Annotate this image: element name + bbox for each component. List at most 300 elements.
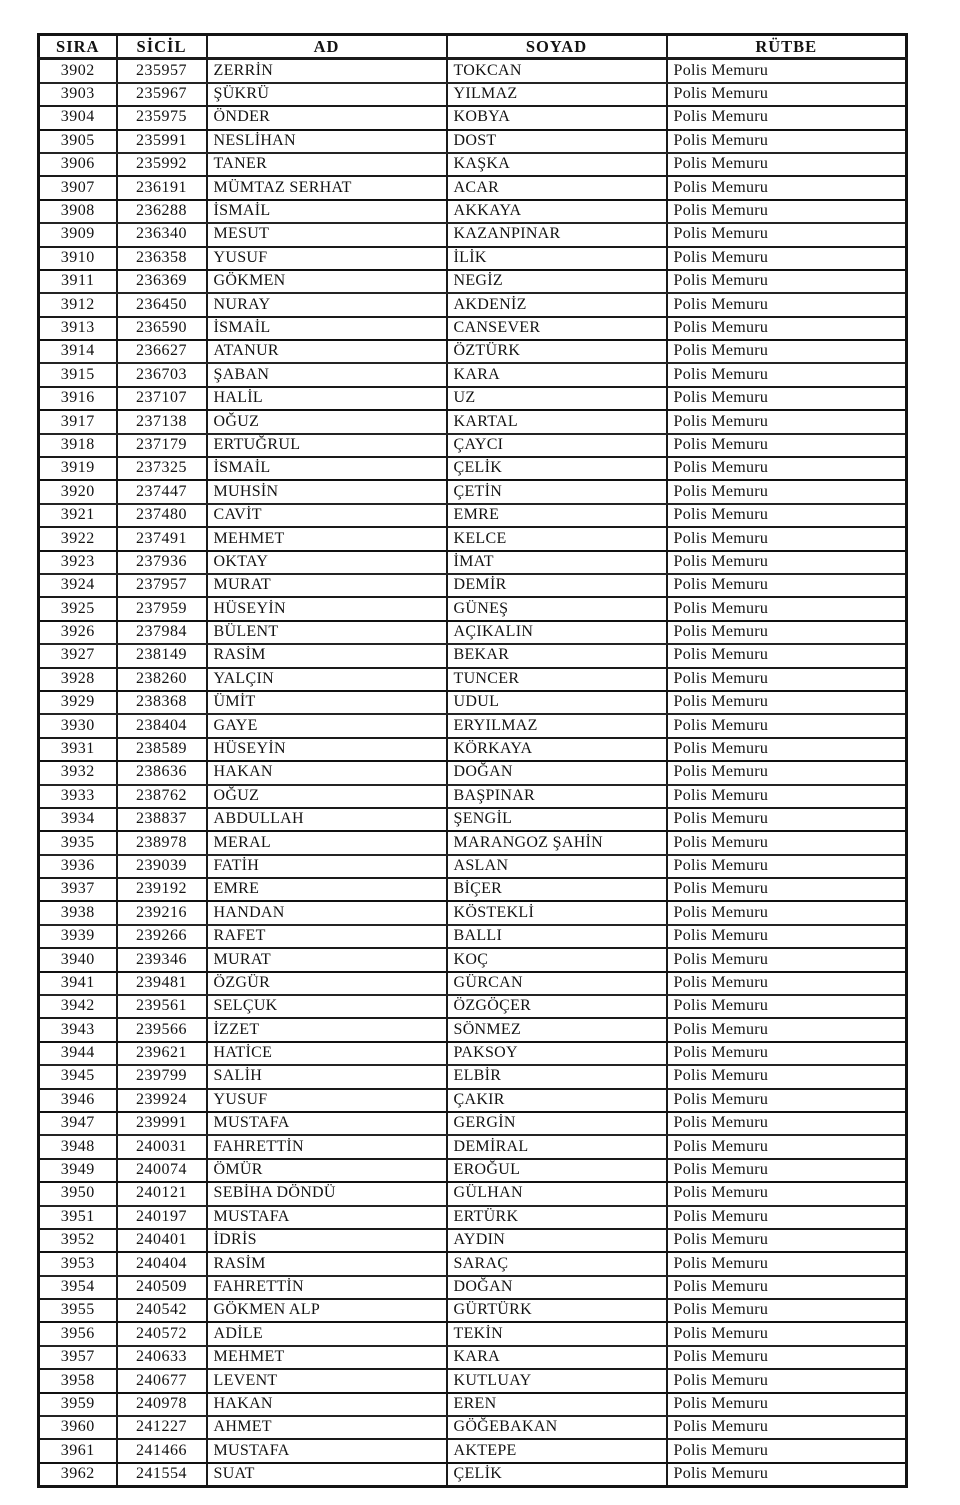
cell-sira: 3944 xyxy=(39,1042,117,1065)
cell-ad: OĞUZ xyxy=(207,785,447,808)
cell-sira: 3928 xyxy=(39,668,117,691)
cell-soyad: CANSEVER xyxy=(447,317,667,340)
cell-rutbe: Polis Memuru xyxy=(667,738,907,761)
cell-rutbe: Polis Memuru xyxy=(667,106,907,129)
table-row xyxy=(39,130,907,153)
cell-rutbe: Polis Memuru xyxy=(667,1322,907,1345)
cell-rutbe: Polis Memuru xyxy=(667,130,907,153)
cell-sicil: 236450 xyxy=(117,293,207,316)
cell-rutbe: Polis Memuru xyxy=(667,925,907,948)
cell-ad: HATİCE xyxy=(207,1042,447,1065)
cell-soyad: ÇELİK xyxy=(447,457,667,480)
cell-ad: GÖKMEN xyxy=(207,270,447,293)
cell-rutbe: Polis Memuru xyxy=(667,948,907,971)
table-row xyxy=(39,293,907,316)
cell-sira: 3923 xyxy=(39,551,117,574)
cell-sicil: 235967 xyxy=(117,83,207,106)
cell-ad: MUHSİN xyxy=(207,480,447,503)
cell-sicil: 237107 xyxy=(117,387,207,410)
cell-sira: 3957 xyxy=(39,1346,117,1369)
table-row xyxy=(39,1322,907,1345)
cell-soyad: ELBİR xyxy=(447,1065,667,1088)
cell-ad: TANER xyxy=(207,153,447,176)
cell-sicil: 236340 xyxy=(117,223,207,246)
cell-sicil: 238837 xyxy=(117,808,207,831)
cell-sira: 3917 xyxy=(39,410,117,433)
cell-sira: 3937 xyxy=(39,878,117,901)
cell-rutbe: Polis Memuru xyxy=(667,1206,907,1229)
cell-soyad: GÜLHAN xyxy=(447,1182,667,1205)
cell-rutbe: Polis Memuru xyxy=(667,644,907,667)
cell-ad: İSMAİL xyxy=(207,317,447,340)
cell-ad: ÖMÜR xyxy=(207,1159,447,1182)
cell-rutbe: Polis Memuru xyxy=(667,1346,907,1369)
cell-rutbe: Polis Memuru xyxy=(667,1393,907,1416)
cell-sicil: 237138 xyxy=(117,410,207,433)
cell-soyad: ERTÜRK xyxy=(447,1206,667,1229)
cell-sira: 3943 xyxy=(39,1018,117,1041)
cell-soyad: DOĞAN xyxy=(447,761,667,784)
cell-soyad: KÖRKAYA xyxy=(447,738,667,761)
cell-soyad: DEMİR xyxy=(447,574,667,597)
cell-sicil: 239924 xyxy=(117,1089,207,1112)
cell-sira: 3931 xyxy=(39,738,117,761)
cell-sicil: 237491 xyxy=(117,527,207,550)
cell-soyad: GÜRCAN xyxy=(447,972,667,995)
cell-ad: MURAT xyxy=(207,948,447,971)
cell-rutbe: Polis Memuru xyxy=(667,878,907,901)
table-row xyxy=(39,574,907,597)
cell-ad: HALİL xyxy=(207,387,447,410)
cell-sicil: 237957 xyxy=(117,574,207,597)
cell-ad: LEVENT xyxy=(207,1369,447,1392)
table-row xyxy=(39,1439,907,1462)
cell-rutbe: Polis Memuru xyxy=(667,1018,907,1041)
cell-sicil: 236358 xyxy=(117,247,207,270)
table-row xyxy=(39,1182,907,1205)
cell-soyad: GERGİN xyxy=(447,1112,667,1135)
cell-soyad: DEMİRAL xyxy=(447,1135,667,1158)
table-row xyxy=(39,457,907,480)
cell-rutbe: Polis Memuru xyxy=(667,340,907,363)
cell-ad: AHMET xyxy=(207,1416,447,1439)
cell-sira: 3913 xyxy=(39,317,117,340)
cell-sicil: 238762 xyxy=(117,785,207,808)
cell-soyad: TEKİN xyxy=(447,1322,667,1345)
cell-soyad: AYDIN xyxy=(447,1229,667,1252)
cell-ad: ŞABAN xyxy=(207,363,447,386)
cell-sicil: 241466 xyxy=(117,1439,207,1462)
cell-sira: 3938 xyxy=(39,901,117,924)
cell-rutbe: Polis Memuru xyxy=(667,410,907,433)
cell-sira: 3940 xyxy=(39,948,117,971)
cell-sira: 3930 xyxy=(39,714,117,737)
cell-sicil: 240031 xyxy=(117,1135,207,1158)
cell-rutbe: Polis Memuru xyxy=(667,972,907,995)
cell-rutbe: Polis Memuru xyxy=(667,551,907,574)
cell-sicil: 241227 xyxy=(117,1416,207,1439)
cell-sicil: 240633 xyxy=(117,1346,207,1369)
cell-soyad: KARA xyxy=(447,363,667,386)
cell-sira: 3924 xyxy=(39,574,117,597)
table-row xyxy=(39,434,907,457)
table-row xyxy=(39,644,907,667)
cell-soyad: DOĞAN xyxy=(447,1276,667,1299)
cell-soyad: MARANGOZ ŞAHİN xyxy=(447,831,667,854)
cell-ad: RAFET xyxy=(207,925,447,948)
cell-rutbe: Polis Memuru xyxy=(667,597,907,620)
cell-sicil: 238368 xyxy=(117,691,207,714)
cell-rutbe: Polis Memuru xyxy=(667,83,907,106)
cell-rutbe: Polis Memuru xyxy=(667,621,907,644)
cell-soyad: ÇETİN xyxy=(447,480,667,503)
cell-ad: ÜMİT xyxy=(207,691,447,714)
cell-sicil: 236288 xyxy=(117,200,207,223)
cell-sicil: 240509 xyxy=(117,1276,207,1299)
table-row xyxy=(39,176,907,199)
cell-sira: 3908 xyxy=(39,200,117,223)
cell-sira: 3927 xyxy=(39,644,117,667)
cell-sicil: 238260 xyxy=(117,668,207,691)
cell-soyad: ŞENGİL xyxy=(447,808,667,831)
cell-sira: 3933 xyxy=(39,785,117,808)
cell-ad: HANDAN xyxy=(207,901,447,924)
cell-soyad: KAZANPINAR xyxy=(447,223,667,246)
cell-soyad: AÇIKALIN xyxy=(447,621,667,644)
table-row xyxy=(39,106,907,129)
cell-sicil: 238149 xyxy=(117,644,207,667)
cell-sira: 3920 xyxy=(39,480,117,503)
table-row xyxy=(39,621,907,644)
table-row xyxy=(39,925,907,948)
cell-rutbe: Polis Memuru xyxy=(667,1089,907,1112)
cell-sira: 3956 xyxy=(39,1322,117,1345)
table-row xyxy=(39,901,907,924)
cell-sira: 3904 xyxy=(39,106,117,129)
cell-ad: NURAY xyxy=(207,293,447,316)
cell-sicil: 240074 xyxy=(117,1159,207,1182)
cell-soyad: NEGİZ xyxy=(447,270,667,293)
table-row xyxy=(39,785,907,808)
table-row xyxy=(39,317,907,340)
cell-sira: 3918 xyxy=(39,434,117,457)
cell-rutbe: Polis Memuru xyxy=(667,691,907,714)
cell-ad: CAVİT xyxy=(207,504,447,527)
cell-sira: 3953 xyxy=(39,1252,117,1275)
cell-sira: 3906 xyxy=(39,153,117,176)
cell-sicil: 235975 xyxy=(117,106,207,129)
cell-rutbe: Polis Memuru xyxy=(667,270,907,293)
cell-rutbe: Polis Memuru xyxy=(667,855,907,878)
table-row xyxy=(39,200,907,223)
cell-soyad: SÖNMEZ xyxy=(447,1018,667,1041)
cell-sicil: 239216 xyxy=(117,901,207,924)
cell-sicil: 240572 xyxy=(117,1322,207,1345)
cell-rutbe: Polis Memuru xyxy=(667,1112,907,1135)
cell-sicil: 238589 xyxy=(117,738,207,761)
cell-rutbe: Polis Memuru xyxy=(667,1416,907,1439)
cell-soyad: UZ xyxy=(447,387,667,410)
cell-soyad: İMAT xyxy=(447,551,667,574)
cell-soyad: KARTAL xyxy=(447,410,667,433)
cell-ad: MUSTAFA xyxy=(207,1439,447,1462)
cell-ad: ADİLE xyxy=(207,1322,447,1345)
cell-ad: FAHRETTİN xyxy=(207,1135,447,1158)
cell-soyad: GÜNEŞ xyxy=(447,597,667,620)
cell-sira: 3947 xyxy=(39,1112,117,1135)
table-row xyxy=(39,1299,907,1322)
cell-ad: ZERRİN xyxy=(207,59,447,83)
cell-ad: FAHRETTİN xyxy=(207,1276,447,1299)
cell-rutbe: Polis Memuru xyxy=(667,176,907,199)
cell-soyad: PAKSOY xyxy=(447,1042,667,1065)
cell-sicil: 235991 xyxy=(117,130,207,153)
cell-ad: HAKAN xyxy=(207,1393,447,1416)
cell-sira: 3921 xyxy=(39,504,117,527)
cell-rutbe: Polis Memuru xyxy=(667,1463,907,1487)
cell-ad: MEHMET xyxy=(207,1346,447,1369)
table-row xyxy=(39,1369,907,1392)
cell-sicil: 240677 xyxy=(117,1369,207,1392)
cell-ad: HAKAN xyxy=(207,761,447,784)
cell-sira: 3950 xyxy=(39,1182,117,1205)
cell-sira: 3958 xyxy=(39,1369,117,1392)
cell-ad: SALİH xyxy=(207,1065,447,1088)
table-row xyxy=(39,831,907,854)
cell-soyad: BİÇER xyxy=(447,878,667,901)
table-header xyxy=(39,35,907,59)
cell-sicil: 237325 xyxy=(117,457,207,480)
cell-sira: 3942 xyxy=(39,995,117,1018)
cell-ad: YUSUF xyxy=(207,247,447,270)
cell-rutbe: Polis Memuru xyxy=(667,1252,907,1275)
cell-soyad: KARA xyxy=(447,1346,667,1369)
cell-soyad: AKKAYA xyxy=(447,200,667,223)
cell-sicil: 237984 xyxy=(117,621,207,644)
cell-sira: 3939 xyxy=(39,925,117,948)
cell-ad: MERAL xyxy=(207,831,447,854)
cell-soyad: EMRE xyxy=(447,504,667,527)
cell-sicil: 239566 xyxy=(117,1018,207,1041)
cell-rutbe: Polis Memuru xyxy=(667,808,907,831)
cell-ad: BÜLENT xyxy=(207,621,447,644)
cell-rutbe: Polis Memuru xyxy=(667,434,907,457)
table-row xyxy=(39,1042,907,1065)
personnel-roster-table xyxy=(37,33,908,1488)
cell-soyad: TUNCER xyxy=(447,668,667,691)
cell-soyad: BEKAR xyxy=(447,644,667,667)
cell-ad: SUAT xyxy=(207,1463,447,1487)
cell-ad: MURAT xyxy=(207,574,447,597)
table-row xyxy=(39,878,907,901)
cell-rutbe: Polis Memuru xyxy=(667,1042,907,1065)
cell-rutbe: Polis Memuru xyxy=(667,457,907,480)
cell-sira: 3932 xyxy=(39,761,117,784)
cell-rutbe: Polis Memuru xyxy=(667,1159,907,1182)
table-row xyxy=(39,153,907,176)
cell-soyad: ÇELİK xyxy=(447,1463,667,1487)
cell-ad: ÖNDER xyxy=(207,106,447,129)
cell-sira: 3951 xyxy=(39,1206,117,1229)
cell-rutbe: Polis Memuru xyxy=(667,574,907,597)
cell-rutbe: Polis Memuru xyxy=(667,1369,907,1392)
cell-ad: İDRİS xyxy=(207,1229,447,1252)
cell-ad: RASİM xyxy=(207,644,447,667)
cell-soyad: BAŞPINAR xyxy=(447,785,667,808)
cell-soyad: KOÇ xyxy=(447,948,667,971)
table-row xyxy=(39,1416,907,1439)
cell-rutbe: Polis Memuru xyxy=(667,995,907,1018)
cell-rutbe: Polis Memuru xyxy=(667,668,907,691)
cell-sira: 3909 xyxy=(39,223,117,246)
cell-sicil: 236703 xyxy=(117,363,207,386)
cell-rutbe: Polis Memuru xyxy=(667,785,907,808)
table-row xyxy=(39,691,907,714)
cell-sicil: 239991 xyxy=(117,1112,207,1135)
cell-ad: YUSUF xyxy=(207,1089,447,1112)
cell-soyad: ACAR xyxy=(447,176,667,199)
cell-sira: 3919 xyxy=(39,457,117,480)
cell-sicil: 236590 xyxy=(117,317,207,340)
cell-soyad: UDUL xyxy=(447,691,667,714)
table-row xyxy=(39,1229,907,1252)
cell-sicil: 240542 xyxy=(117,1299,207,1322)
table-row xyxy=(39,1135,907,1158)
cell-sira: 3948 xyxy=(39,1135,117,1158)
cell-ad: OĞUZ xyxy=(207,410,447,433)
cell-ad: GÖKMEN ALP xyxy=(207,1299,447,1322)
cell-soyad: DOST xyxy=(447,130,667,153)
cell-ad: MUSTAFA xyxy=(207,1112,447,1135)
table-row xyxy=(39,410,907,433)
table-row xyxy=(39,83,907,106)
cell-sira: 3925 xyxy=(39,597,117,620)
cell-soyad: ÇAKIR xyxy=(447,1089,667,1112)
cell-sira: 3926 xyxy=(39,621,117,644)
table-row xyxy=(39,223,907,246)
cell-sicil: 236191 xyxy=(117,176,207,199)
table-row xyxy=(39,387,907,410)
cell-sira: 3952 xyxy=(39,1229,117,1252)
cell-sira: 3961 xyxy=(39,1439,117,1462)
cell-soyad: KOBYA xyxy=(447,106,667,129)
cell-soyad: EREN xyxy=(447,1393,667,1416)
cell-sicil: 239561 xyxy=(117,995,207,1018)
cell-ad: MÜMTAZ SERHAT xyxy=(207,176,447,199)
cell-sira: 3915 xyxy=(39,363,117,386)
cell-ad: GAYE xyxy=(207,714,447,737)
cell-sicil: 239481 xyxy=(117,972,207,995)
cell-soyad: BALLI xyxy=(447,925,667,948)
header-rutbe: RÜTBE xyxy=(667,35,907,59)
cell-sicil: 240401 xyxy=(117,1229,207,1252)
cell-soyad: AKDENİZ xyxy=(447,293,667,316)
cell-ad: İZZET xyxy=(207,1018,447,1041)
cell-sicil: 236627 xyxy=(117,340,207,363)
cell-ad: SELÇUK xyxy=(207,995,447,1018)
cell-sira: 3910 xyxy=(39,247,117,270)
header-sicil: SİCİL xyxy=(117,35,207,59)
cell-soyad: ASLAN xyxy=(447,855,667,878)
cell-sicil: 237959 xyxy=(117,597,207,620)
cell-rutbe: Polis Memuru xyxy=(667,527,907,550)
table-row xyxy=(39,1393,907,1416)
cell-sira: 3962 xyxy=(39,1463,117,1487)
cell-sira: 3941 xyxy=(39,972,117,995)
cell-rutbe: Polis Memuru xyxy=(667,247,907,270)
cell-ad: MUSTAFA xyxy=(207,1206,447,1229)
cell-soyad: ERYILMAZ xyxy=(447,714,667,737)
cell-sicil: 235957 xyxy=(117,59,207,83)
cell-ad: ERTUĞRUL xyxy=(207,434,447,457)
cell-sicil: 237480 xyxy=(117,504,207,527)
cell-soyad: GÖĞEBAKAN xyxy=(447,1416,667,1439)
cell-sira: 3955 xyxy=(39,1299,117,1322)
cell-ad: MEHMET xyxy=(207,527,447,550)
cell-rutbe: Polis Memuru xyxy=(667,293,907,316)
cell-soyad: TOKCAN xyxy=(447,59,667,83)
cell-ad: ŞÜKRÜ xyxy=(207,83,447,106)
table-row xyxy=(39,808,907,831)
cell-sira: 3949 xyxy=(39,1159,117,1182)
cell-sira: 3935 xyxy=(39,831,117,854)
cell-sicil: 237936 xyxy=(117,551,207,574)
cell-rutbe: Polis Memuru xyxy=(667,1182,907,1205)
cell-ad: ÖZGÜR xyxy=(207,972,447,995)
cell-ad: FATİH xyxy=(207,855,447,878)
table-row xyxy=(39,504,907,527)
cell-sira: 3902 xyxy=(39,59,117,83)
cell-sira: 3911 xyxy=(39,270,117,293)
cell-ad: HÜSEYİN xyxy=(207,738,447,761)
cell-sira: 3929 xyxy=(39,691,117,714)
table-row xyxy=(39,59,907,83)
cell-sira: 3960 xyxy=(39,1416,117,1439)
table-row xyxy=(39,480,907,503)
cell-sira: 3905 xyxy=(39,130,117,153)
cell-rutbe: Polis Memuru xyxy=(667,387,907,410)
cell-rutbe: Polis Memuru xyxy=(667,223,907,246)
cell-sira: 3916 xyxy=(39,387,117,410)
cell-sira: 3954 xyxy=(39,1276,117,1299)
table-row xyxy=(39,855,907,878)
cell-sira: 3945 xyxy=(39,1065,117,1088)
cell-sira: 3959 xyxy=(39,1393,117,1416)
cell-sicil: 240197 xyxy=(117,1206,207,1229)
cell-sira: 3914 xyxy=(39,340,117,363)
cell-sira: 3907 xyxy=(39,176,117,199)
table-row xyxy=(39,761,907,784)
table-row xyxy=(39,363,907,386)
table-row xyxy=(39,1346,907,1369)
cell-sicil: 239346 xyxy=(117,948,207,971)
cell-soyad: KAŞKA xyxy=(447,153,667,176)
cell-sicil: 237179 xyxy=(117,434,207,457)
table-row xyxy=(39,738,907,761)
table-row xyxy=(39,1276,907,1299)
table-row xyxy=(39,1463,907,1487)
cell-rutbe: Polis Memuru xyxy=(667,153,907,176)
cell-sira: 3936 xyxy=(39,855,117,878)
cell-sicil: 239039 xyxy=(117,855,207,878)
table-row xyxy=(39,247,907,270)
cell-rutbe: Polis Memuru xyxy=(667,504,907,527)
cell-soyad: ÖZTÜRK xyxy=(447,340,667,363)
table-row xyxy=(39,1206,907,1229)
table-row xyxy=(39,1112,907,1135)
cell-ad: YALÇIN xyxy=(207,668,447,691)
cell-ad: İSMAİL xyxy=(207,200,447,223)
